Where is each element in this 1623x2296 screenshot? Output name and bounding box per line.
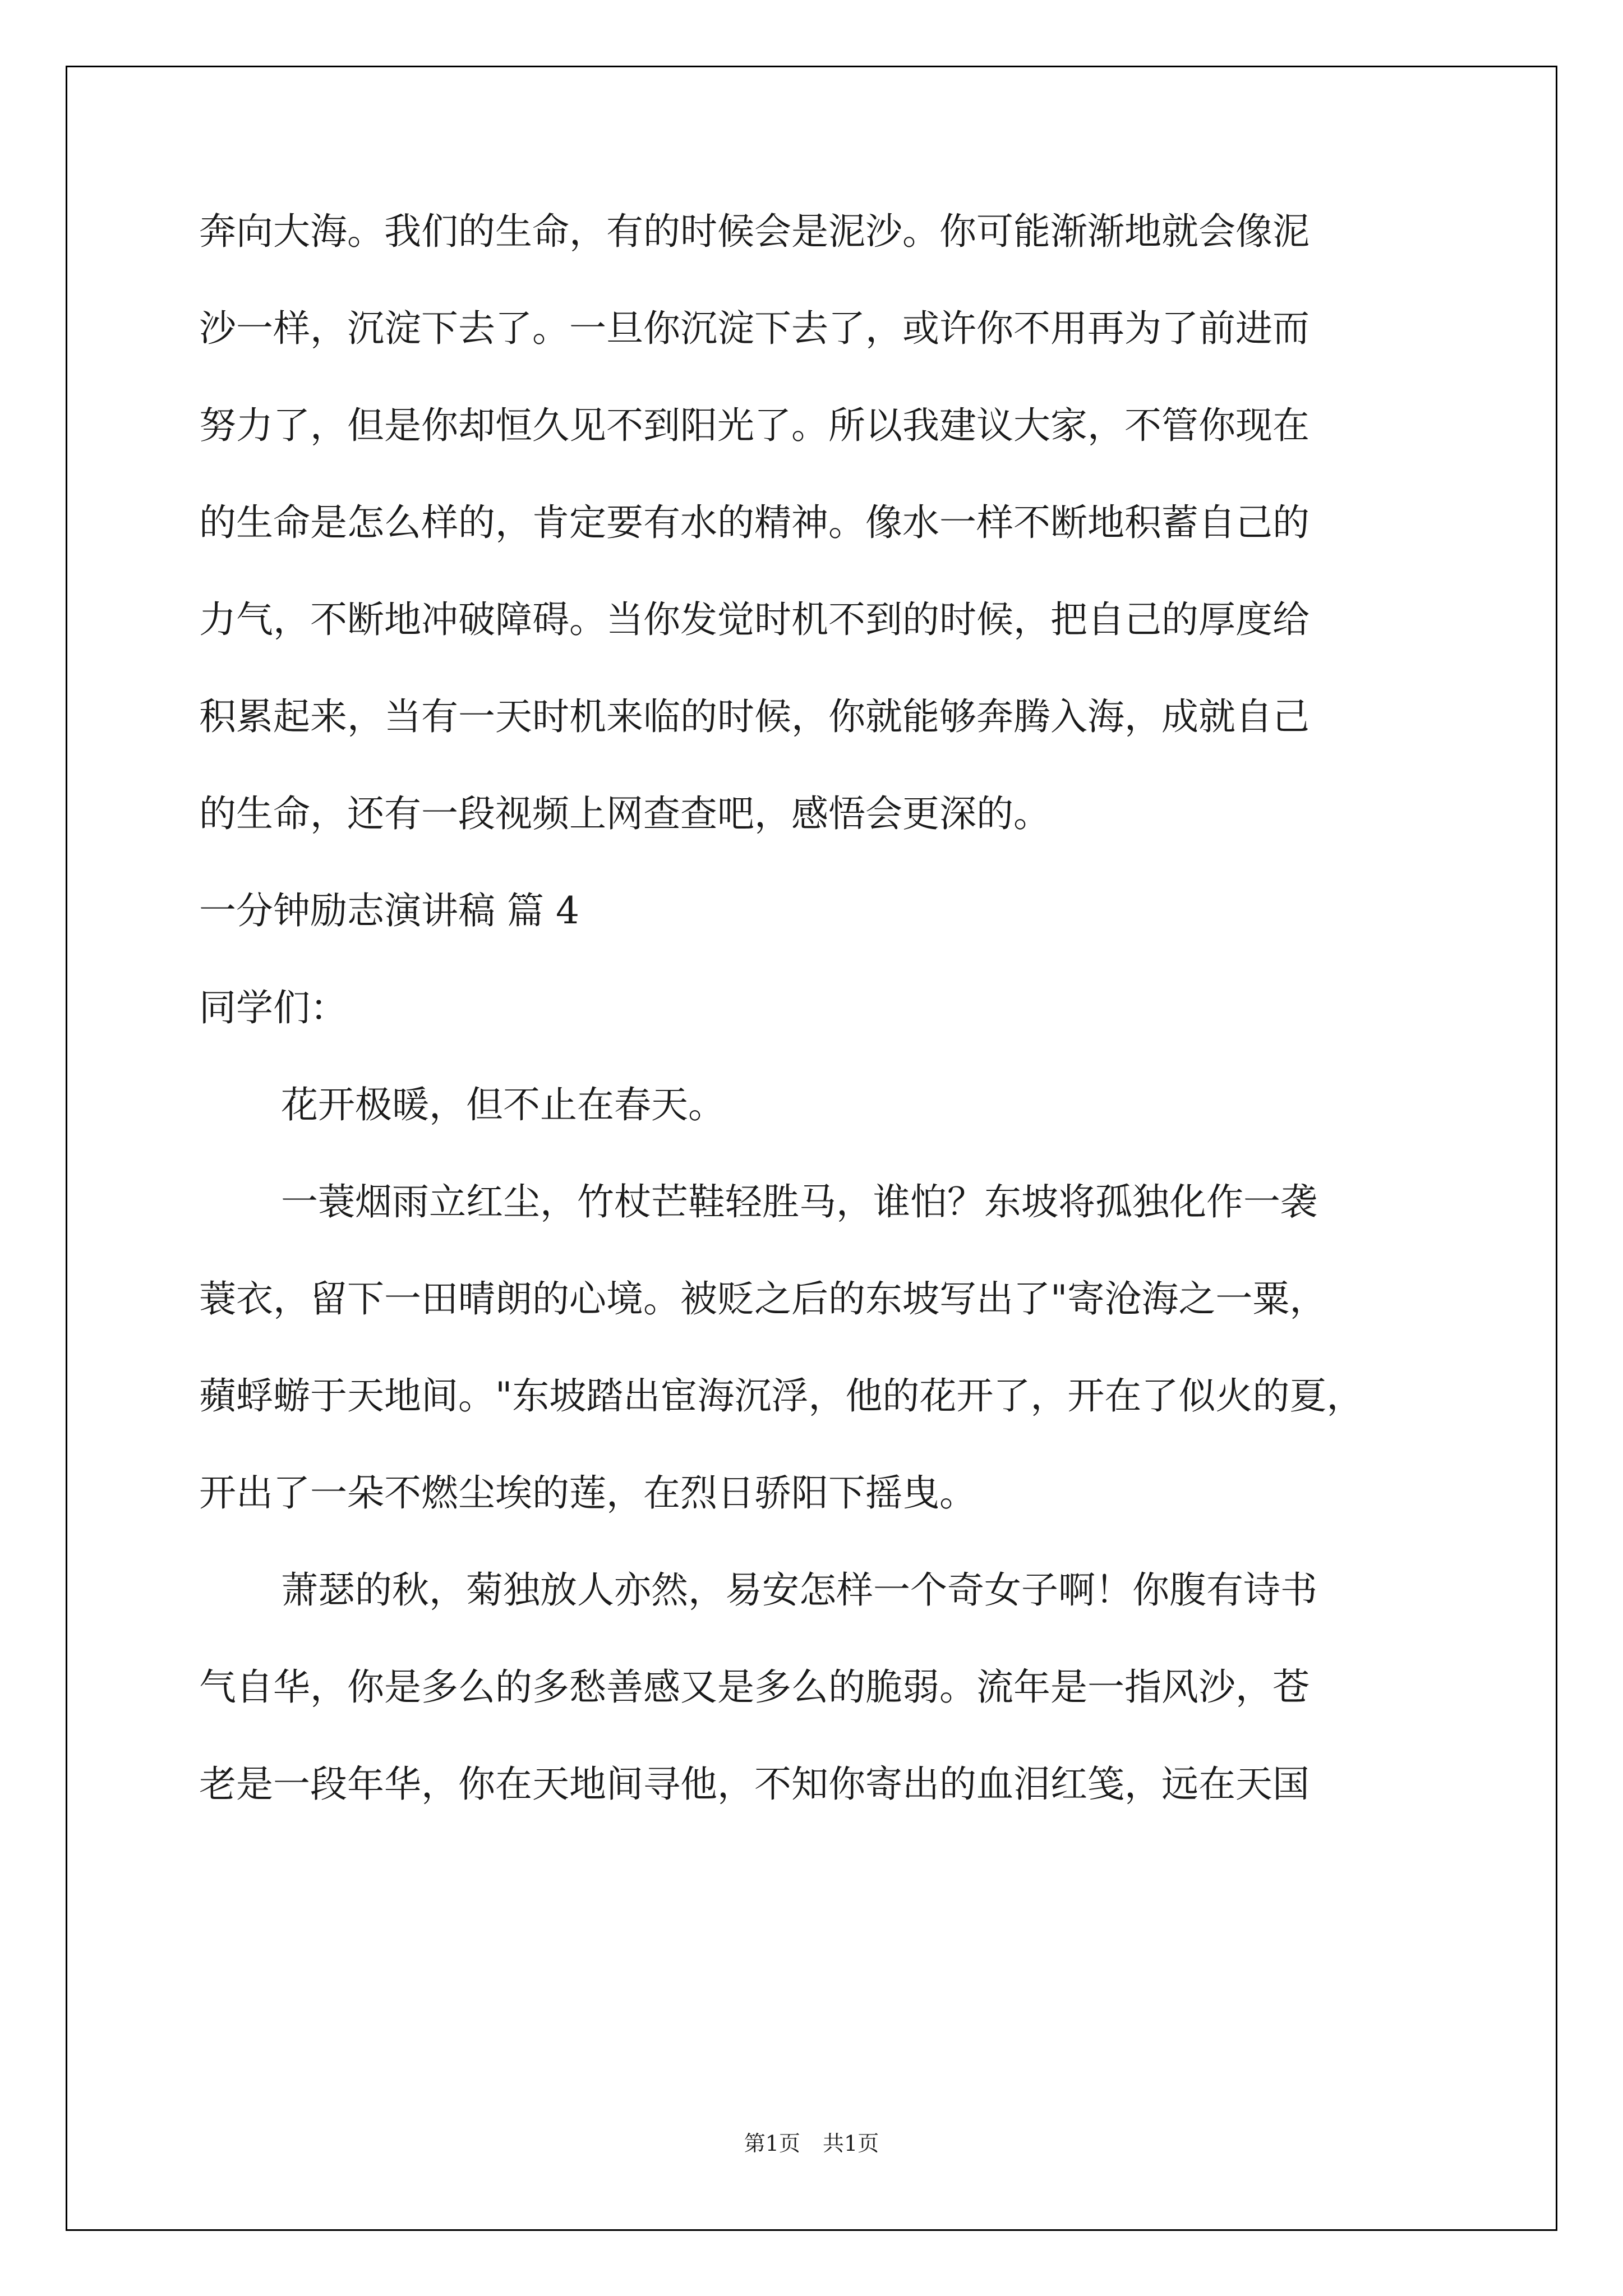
salutation: 同学们： bbox=[199, 986, 347, 1029]
page-border bbox=[66, 66, 1557, 2231]
text-line: 沙一样，沉淀下去了。一旦你沉淀下去了，或许你不用再为了前进而 bbox=[199, 307, 1310, 350]
text-line: 力气，不断地冲破障碍。当你发觉时机不到的时候，把自己的厚度给 bbox=[199, 598, 1310, 641]
text-line: 气自华，你是多么的多愁善感又是多么的脆弱。流年是一指风沙，苍 bbox=[199, 1665, 1310, 1709]
text-line: 努力了，但是你却恒久见不到阳光了。所以我建议大家，不管你现在 bbox=[199, 404, 1310, 447]
page-count: 共1页 bbox=[823, 2131, 879, 2156]
text-line: 老是一段年华，你在天地间寻他，不知你寄出的血泪红笺，远在天国 bbox=[199, 1763, 1310, 1806]
page-footer bbox=[0, 2126, 1623, 2157]
section-heading: 一分钟励志演讲稿 篇 4 bbox=[199, 889, 579, 932]
text-line: 蓑衣，留下一田晴朗的心境。被贬之后的东坡写出了"寄沧海之一粟， bbox=[199, 1277, 1327, 1320]
paragraph-start: 一蓑烟雨立红尘，竹杖芒鞋轻胜马，谁怕？东坡将孤独化作一袭 bbox=[281, 1180, 1317, 1223]
page-number: 第1页 bbox=[744, 2131, 800, 2156]
text-line: 的生命是怎么样的，肯定要有水的精神。像水一样不断地积蓄自己的 bbox=[199, 501, 1310, 544]
text-line: 蘋蜉蝣于天地间。"东坡踏出宦海沉浮，他的花开了，开在了似火的夏， bbox=[199, 1374, 1364, 1418]
text-line: 积累起来，当有一天时机来临的时候，你就能够奔腾入海，成就自己 bbox=[199, 695, 1310, 738]
paragraph-start: 萧瑟的秋，菊独放人亦然，易安怎样一个奇女子啊！你腹有诗书 bbox=[281, 1568, 1317, 1612]
text-line: 奔向大海。我们的生命，有的时候会是泥沙。你可能渐渐地就会像泥 bbox=[199, 210, 1310, 253]
paragraph-start: 花开极暖，但不止在春天。 bbox=[281, 1083, 725, 1126]
text-line: 的生命，还有一段视频上网查查吧，感悟会更深的。 bbox=[199, 792, 1050, 835]
text-line: 开出了一朵不燃尘埃的莲，在烈日骄阳下摇曳。 bbox=[199, 1471, 976, 1515]
